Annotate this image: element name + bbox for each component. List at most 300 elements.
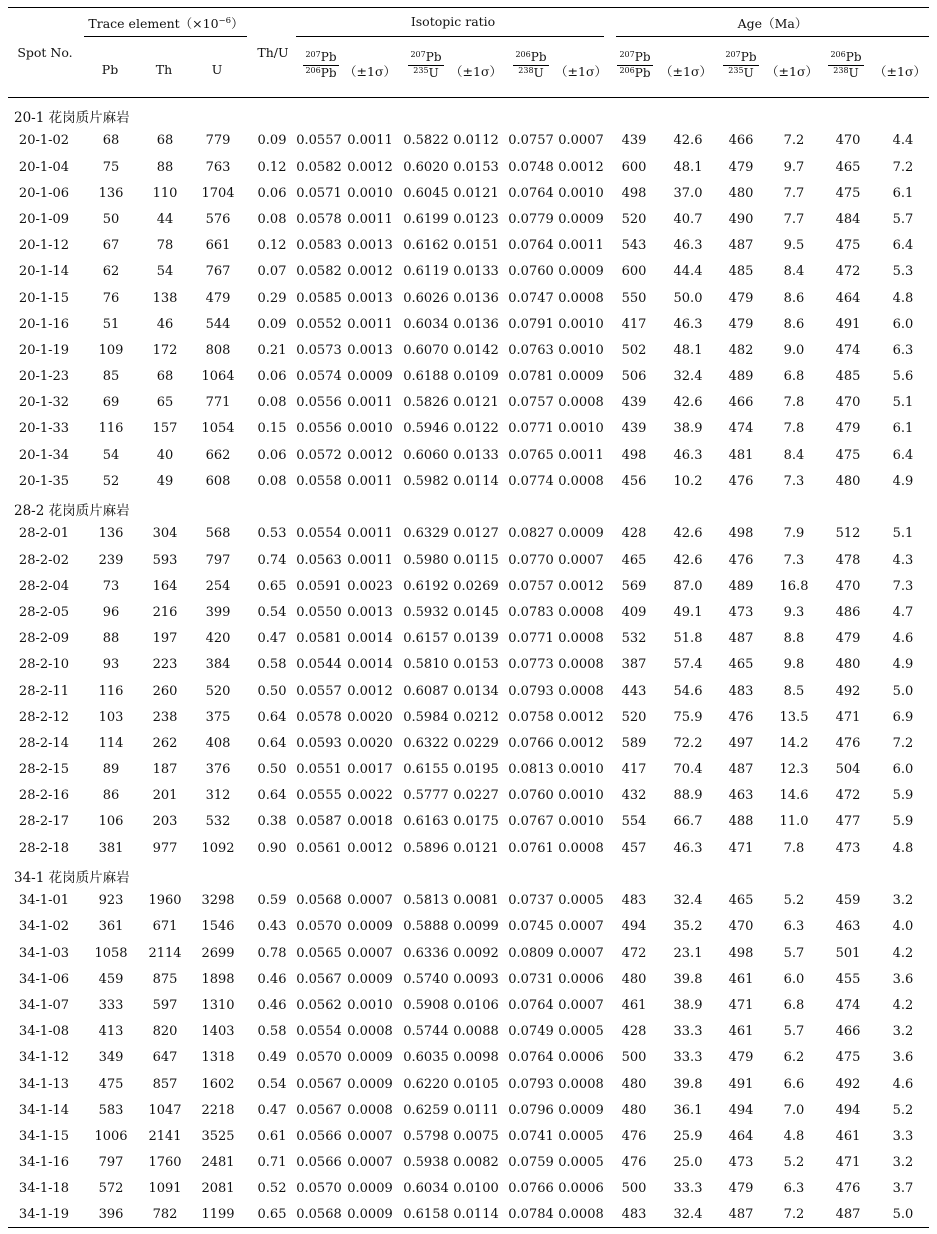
cell-pb: 349: [98, 1050, 124, 1066]
cell-age-206pb-238u: 478: [835, 552, 861, 568]
cell-ratio-err-3: 0.0006: [558, 971, 604, 987]
table-row: [8, 967, 929, 993]
cell-age-err-1: 10.2: [673, 473, 703, 489]
cell-ratio-207pb-206pb: 0.0591: [296, 578, 342, 594]
cell-ratio-206pb-238u: 0.0737: [508, 893, 554, 909]
cell-th-u: 0.43: [257, 919, 287, 935]
cell-age-err-2: 5.7: [783, 945, 805, 961]
cell-ratio-207pb-235u: 0.5932: [403, 604, 449, 620]
bottom-rule: [8, 1227, 929, 1228]
cell-age-207pb-235u: 463: [728, 788, 754, 804]
table-row: [8, 1150, 929, 1176]
cell-ratio-207pb-235u: 0.6045: [403, 185, 449, 201]
cell-ratio-206pb-238u: 0.0757: [508, 395, 554, 411]
cell-u: 384: [205, 657, 231, 673]
header-age-206pb-238u: $\frac{^{206}Pb}{^{238}U}$: [830, 50, 862, 80]
cell-age-207pb-206pb: 428: [621, 526, 647, 542]
table-row: [8, 128, 929, 154]
cell-ratio-err-1: 0.0013: [347, 238, 393, 254]
cell-age-207pb-206pb: 502: [621, 342, 647, 358]
cell-ratio-207pb-206pb: 0.0581: [296, 631, 342, 647]
cell-spot-no: 20-1-02: [18, 133, 70, 149]
cell-age-207pb-235u: 474: [728, 421, 754, 437]
table-row: [8, 809, 929, 835]
cell-ratio-err-3: 0.0007: [558, 919, 604, 935]
cell-age-207pb-235u: 482: [728, 342, 754, 358]
cell-ratio-207pb-235u: 0.6157: [403, 631, 449, 647]
cell-ratio-err-3: 0.0011: [558, 447, 604, 463]
cell-ratio-err-2: 0.0075: [453, 1128, 499, 1144]
cell-spot-no: 28-2-10: [18, 657, 70, 673]
cell-age-207pb-235u: 487: [728, 1207, 754, 1223]
cell-ratio-206pb-238u: 0.0757: [508, 578, 554, 594]
cell-pb: 381: [98, 840, 124, 856]
cell-age-207pb-235u: 479: [728, 290, 754, 306]
cell-ratio-207pb-206pb: 0.0556: [296, 421, 342, 437]
cell-th-u: 0.53: [257, 526, 287, 542]
cell-pb: 89: [102, 762, 120, 778]
cell-pb: 333: [98, 997, 124, 1013]
cell-spot-no: 20-1-33: [18, 421, 70, 437]
cell-ratio-err-2: 0.0121: [453, 840, 499, 856]
cell-u: 1898: [201, 971, 235, 987]
cell-ratio-207pb-235u: 0.6220: [403, 1076, 449, 1092]
cell-spot-no: 28-2-17: [18, 814, 70, 830]
cell-th: 1960: [148, 893, 182, 909]
cell-th-u: 0.49: [257, 1050, 287, 1066]
cell-th: 1091: [148, 1181, 182, 1197]
cell-th: 68: [156, 369, 174, 385]
cell-th-u: 0.54: [257, 604, 287, 620]
cell-age-207pb-235u: 465: [728, 657, 754, 673]
cell-age-err-3: 5.1: [892, 395, 914, 411]
cell-th: 647: [152, 1050, 178, 1066]
cell-ratio-err-1: 0.0013: [347, 604, 393, 620]
cell-u: 771: [205, 395, 231, 411]
cell-ratio-206pb-238u: 0.0764: [508, 1050, 554, 1066]
cell-th: 671: [152, 919, 178, 935]
cell-age-206pb-238u: 464: [835, 290, 861, 306]
cell-age-err-3: 6.4: [892, 447, 914, 463]
cell-ratio-err-2: 0.0127: [453, 526, 499, 542]
cell-ratio-err-3: 0.0005: [558, 1128, 604, 1144]
cell-age-err-3: 7.3: [892, 578, 914, 594]
cell-age-207pb-206pb: 439: [621, 421, 647, 437]
cell-age-err-1: 36.1: [673, 1102, 703, 1118]
cell-ratio-207pb-235u: 0.6035: [403, 1050, 449, 1066]
cell-age-err-1: 49.1: [673, 604, 703, 620]
cell-ratio-207pb-235u: 0.6188: [403, 369, 449, 385]
cell-u: 1403: [201, 1024, 235, 1040]
cell-ratio-206pb-238u: 0.0759: [508, 1155, 554, 1171]
cell-ratio-206pb-238u: 0.0809: [508, 945, 554, 961]
cell-ratio-err-1: 0.0009: [347, 369, 393, 385]
header-error-3: （±1σ）: [555, 64, 607, 79]
cell-ratio-207pb-206pb: 0.0554: [296, 1024, 342, 1040]
cell-spot-no: 20-1-06: [18, 185, 70, 201]
cell-th: 88: [156, 159, 174, 175]
cell-ratio-err-2: 0.0142: [453, 342, 499, 358]
cell-age-206pb-238u: 504: [835, 762, 861, 778]
cell-age-207pb-206pb: 543: [621, 238, 647, 254]
cell-ratio-err-1: 0.0014: [347, 657, 393, 673]
cell-pb: 75: [102, 159, 120, 175]
cell-ratio-206pb-238u: 0.0773: [508, 657, 554, 673]
isotopic-group-rule: [296, 36, 604, 37]
cell-ratio-err-2: 0.0088: [453, 1024, 499, 1040]
header-error-1: （±1σ）: [344, 64, 396, 79]
cell-th: 782: [152, 1207, 178, 1223]
cell-ratio-err-2: 0.0153: [453, 159, 499, 175]
header-age-error-1: （±1σ）: [660, 64, 712, 79]
cell-age-err-3: 7.2: [892, 735, 914, 751]
cell-ratio-err-1: 0.0007: [347, 893, 393, 909]
cell-ratio-err-3: 0.0010: [558, 421, 604, 437]
cell-ratio-206pb-238u: 0.0784: [508, 1207, 554, 1223]
cell-age-207pb-206pb: 476: [621, 1128, 647, 1144]
cell-pb: 50: [102, 211, 120, 227]
cell-ratio-207pb-206pb: 0.0593: [296, 735, 342, 751]
cell-ratio-207pb-235u: 0.5744: [403, 1024, 449, 1040]
cell-pb: 361: [98, 919, 124, 935]
cell-ratio-207pb-206pb: 0.0567: [296, 1102, 342, 1118]
cell-ratio-206pb-238u: 0.0749: [508, 1024, 554, 1040]
cell-age-err-2: 9.5: [783, 238, 805, 254]
cell-age-err-1: 42.6: [673, 395, 703, 411]
cell-ratio-207pb-206pb: 0.0544: [296, 657, 342, 673]
cell-pb: 923: [98, 893, 124, 909]
cell-spot-no: 28-2-02: [18, 552, 70, 568]
cell-pb: 797: [98, 1155, 124, 1171]
cell-th: 49: [156, 473, 174, 489]
cell-age-err-3: 3.2: [892, 1155, 914, 1171]
cell-ratio-err-2: 0.0082: [453, 1155, 499, 1171]
header-isotopic-ratio: Isotopic ratio: [410, 14, 496, 29]
cell-ratio-207pb-235u: 0.5908: [403, 997, 449, 1013]
cell-age-err-2: 6.0: [783, 971, 805, 987]
cell-th-u: 0.50: [257, 683, 287, 699]
table-row: [8, 993, 929, 1019]
cell-pb: 93: [102, 657, 120, 673]
cell-age-err-3: 6.1: [892, 421, 914, 437]
cell-age-err-3: 3.7: [892, 1181, 914, 1197]
cell-pb: 51: [102, 316, 120, 332]
cell-th-u: 0.58: [257, 1024, 287, 1040]
cell-ratio-207pb-235u: 0.6199: [403, 211, 449, 227]
cell-spot-no: 28-2-14: [18, 735, 70, 751]
cell-ratio-err-2: 0.0109: [453, 369, 499, 385]
cell-u: 576: [205, 211, 231, 227]
cell-ratio-err-3: 0.0007: [558, 997, 604, 1013]
cell-age-err-3: 6.1: [892, 185, 914, 201]
cell-ratio-err-3: 0.0009: [558, 1102, 604, 1118]
cell-age-207pb-235u: 479: [728, 316, 754, 332]
cell-ratio-207pb-235u: 0.6020: [403, 159, 449, 175]
table-row: [8, 652, 929, 678]
cell-age-207pb-235u: 466: [728, 395, 754, 411]
cell-pb: 396: [98, 1207, 124, 1223]
cell-age-err-1: 66.7: [673, 814, 703, 830]
cell-th-u: 0.06: [257, 185, 287, 201]
cell-age-207pb-235u: 476: [728, 709, 754, 725]
cell-ratio-206pb-238u: 0.0741: [508, 1128, 554, 1144]
cell-ratio-206pb-238u: 0.0793: [508, 683, 554, 699]
table-row: [8, 1098, 929, 1124]
cell-ratio-err-2: 0.0100: [453, 1181, 499, 1197]
section-header: [8, 102, 929, 128]
cell-ratio-207pb-235u: 0.6329: [403, 526, 449, 542]
cell-age-err-1: 32.4: [673, 1207, 703, 1223]
cell-ratio-207pb-235u: 0.5946: [403, 421, 449, 437]
section-header: [8, 862, 929, 888]
cell-age-err-2: 12.3: [779, 762, 809, 778]
cell-age-err-2: 5.7: [783, 1024, 805, 1040]
cell-age-207pb-206pb: 480: [621, 971, 647, 987]
header-th-u: Th/U: [257, 45, 289, 60]
cell-age-207pb-235u: 479: [728, 1050, 754, 1066]
cell-ratio-err-3: 0.0005: [558, 1155, 604, 1171]
cell-ratio-err-3: 0.0010: [558, 185, 604, 201]
table-row: [8, 312, 929, 338]
cell-u: 1310: [201, 997, 235, 1013]
cell-age-err-2: 8.4: [783, 264, 805, 280]
cell-age-err-3: 5.0: [892, 683, 914, 699]
cell-u: 661: [205, 238, 231, 254]
cell-spot-no: 34-1-03: [18, 945, 70, 961]
cell-age-err-3: 4.9: [892, 473, 914, 489]
cell-age-207pb-206pb: 520: [621, 211, 647, 227]
cell-age-err-2: 16.8: [779, 578, 809, 594]
cell-age-err-3: 5.0: [892, 1207, 914, 1223]
table-row: [8, 914, 929, 940]
cell-ratio-206pb-238u: 0.0766: [508, 735, 554, 751]
cell-age-err-3: 4.6: [892, 1076, 914, 1092]
cell-ratio-err-3: 0.0005: [558, 1024, 604, 1040]
table-row: [8, 233, 929, 259]
cell-ratio-err-1: 0.0012: [347, 683, 393, 699]
cell-ratio-err-1: 0.0009: [347, 1181, 393, 1197]
cell-age-err-2: 4.8: [783, 1128, 805, 1144]
cell-age-206pb-238u: 471: [835, 709, 861, 725]
age-group-rule: [616, 36, 929, 37]
cell-age-207pb-206pb: 461: [621, 997, 647, 1013]
cell-age-207pb-235u: 476: [728, 552, 754, 568]
cell-age-206pb-238u: 486: [835, 604, 861, 620]
cell-age-err-3: 3.2: [892, 1024, 914, 1040]
cell-ratio-err-1: 0.0008: [347, 1024, 393, 1040]
cell-ratio-err-1: 0.0018: [347, 814, 393, 830]
cell-age-207pb-206pb: 428: [621, 1024, 647, 1040]
cell-ratio-206pb-238u: 0.0774: [508, 473, 554, 489]
cell-ratio-err-1: 0.0011: [347, 473, 393, 489]
cell-age-207pb-235u: 498: [728, 945, 754, 961]
cell-pb: 62: [102, 264, 120, 280]
cell-ratio-err-1: 0.0009: [347, 919, 393, 935]
cell-age-207pb-235u: 488: [728, 814, 754, 830]
cell-age-err-1: 57.4: [673, 657, 703, 673]
cell-ratio-err-1: 0.0012: [347, 447, 393, 463]
cell-ratio-207pb-235u: 0.6070: [403, 342, 449, 358]
cell-pb: 76: [102, 290, 120, 306]
cell-spot-no: 20-1-34: [18, 447, 70, 463]
cell-th-u: 0.09: [257, 133, 287, 149]
cell-u: 420: [205, 631, 231, 647]
cell-ratio-err-3: 0.0008: [558, 1207, 604, 1223]
cell-ratio-206pb-238u: 0.0758: [508, 709, 554, 725]
cell-ratio-207pb-206pb: 0.0585: [296, 290, 342, 306]
cell-th: 172: [152, 342, 178, 358]
table-row: [8, 338, 929, 364]
cell-age-207pb-206pb: 600: [621, 264, 647, 280]
cell-age-err-2: 6.2: [783, 1050, 805, 1066]
cell-ratio-207pb-235u: 0.5984: [403, 709, 449, 725]
cell-th-u: 0.38: [257, 814, 287, 830]
cell-ratio-err-2: 0.0106: [453, 997, 499, 1013]
cell-age-207pb-206pb: 472: [621, 945, 647, 961]
cell-ratio-err-3: 0.0009: [558, 526, 604, 542]
cell-age-207pb-206pb: 506: [621, 369, 647, 385]
cell-u: 479: [205, 290, 231, 306]
cell-age-err-3: 6.9: [892, 709, 914, 725]
cell-pb: 583: [98, 1102, 124, 1118]
cell-ratio-207pb-206pb: 0.0555: [296, 788, 342, 804]
cell-ratio-err-2: 0.0133: [453, 264, 499, 280]
cell-age-err-2: 13.5: [779, 709, 809, 725]
header-age-207pb-206pb: $\frac{^{207}Pb}{^{206}Pb}$: [619, 50, 651, 80]
cell-th-u: 0.64: [257, 709, 287, 725]
cell-ratio-err-1: 0.0017: [347, 762, 393, 778]
cell-th: 164: [152, 578, 178, 594]
cell-spot-no: 28-2-09: [18, 631, 70, 647]
header-ratio-207pb-235u: $\frac{^{207}Pb}{^{235}U}$: [410, 50, 442, 80]
cell-age-206pb-238u: 466: [835, 1024, 861, 1040]
cell-ratio-207pb-206pb: 0.0566: [296, 1155, 342, 1171]
cell-th-u: 0.08: [257, 395, 287, 411]
trace-group-rule: [84, 36, 247, 37]
cell-age-206pb-238u: 473: [835, 840, 861, 856]
cell-ratio-207pb-206pb: 0.0562: [296, 997, 342, 1013]
cell-age-207pb-235u: 473: [728, 1155, 754, 1171]
cell-ratio-207pb-235u: 0.6336: [403, 945, 449, 961]
table-row: [8, 783, 929, 809]
cell-age-err-3: 4.8: [892, 840, 914, 856]
cell-th-u: 0.59: [257, 893, 287, 909]
cell-ratio-err-1: 0.0011: [347, 133, 393, 149]
cell-th-u: 0.47: [257, 1102, 287, 1118]
cell-ratio-err-1: 0.0009: [347, 971, 393, 987]
cell-ratio-err-3: 0.0009: [558, 369, 604, 385]
cell-u: 2481: [201, 1155, 235, 1171]
cell-pb: 67: [102, 238, 120, 254]
cell-age-207pb-206pb: 483: [621, 893, 647, 909]
cell-age-err-3: 5.2: [892, 1102, 914, 1118]
cell-th-u: 0.65: [257, 1207, 287, 1223]
cell-age-207pb-206pb: 483: [621, 1207, 647, 1223]
cell-u: 797: [205, 552, 231, 568]
cell-ratio-err-2: 0.0269: [453, 578, 499, 594]
cell-ratio-err-3: 0.0007: [558, 552, 604, 568]
cell-age-err-3: 3.3: [892, 1128, 914, 1144]
cell-th: 2141: [148, 1128, 182, 1144]
cell-pb: 68: [102, 133, 120, 149]
top-rule: [8, 7, 929, 8]
cell-spot-no: 28-2-16: [18, 788, 70, 804]
cell-age-207pb-235u: 491: [728, 1076, 754, 1092]
cell-spot-no: 28-2-01: [18, 526, 70, 542]
table-row: [8, 521, 929, 547]
cell-age-207pb-235u: 461: [728, 1024, 754, 1040]
cell-age-err-2: 14.2: [779, 735, 809, 751]
cell-th: 138: [152, 290, 178, 306]
table-row: [8, 548, 929, 574]
cell-ratio-206pb-238u: 0.0760: [508, 788, 554, 804]
cell-ratio-err-2: 0.0122: [453, 421, 499, 437]
cell-spot-no: 20-1-23: [18, 369, 70, 385]
cell-ratio-207pb-235u: 0.6034: [403, 316, 449, 332]
cell-age-207pb-235u: 464: [728, 1128, 754, 1144]
cell-age-err-2: 7.7: [783, 211, 805, 227]
cell-pb: 86: [102, 788, 120, 804]
cell-spot-no: 34-1-19: [18, 1207, 70, 1223]
cell-age-207pb-206pb: 600: [621, 159, 647, 175]
cell-th-u: 0.09: [257, 316, 287, 332]
cell-age-err-1: 46.3: [673, 316, 703, 332]
cell-age-207pb-206pb: 498: [621, 447, 647, 463]
cell-spot-no: 34-1-08: [18, 1024, 70, 1040]
table-row: [8, 286, 929, 312]
cell-age-206pb-238u: 470: [835, 133, 861, 149]
section-title: 34-1 花岗质片麻岩: [14, 869, 130, 886]
cell-ratio-206pb-238u: 0.0767: [508, 814, 554, 830]
cell-age-207pb-206pb: 387: [621, 657, 647, 673]
cell-age-207pb-235u: 494: [728, 1102, 754, 1118]
cell-age-err-3: 6.0: [892, 762, 914, 778]
cell-ratio-207pb-235u: 0.5822: [403, 133, 449, 149]
cell-u: 1064: [201, 369, 235, 385]
header-error-2: （±1σ）: [450, 64, 502, 79]
cell-pb: 103: [98, 709, 124, 725]
cell-age-err-1: 23.1: [673, 945, 703, 961]
cell-spot-no: 34-1-15: [18, 1128, 70, 1144]
cell-u: 544: [205, 316, 231, 332]
cell-spot-no: 28-2-04: [18, 578, 70, 594]
cell-th: 203: [152, 814, 178, 830]
cell-ratio-err-1: 0.0008: [347, 1102, 393, 1118]
cell-ratio-207pb-206pb: 0.0563: [296, 552, 342, 568]
cell-age-207pb-206pb: 569: [621, 578, 647, 594]
cell-ratio-err-1: 0.0011: [347, 316, 393, 332]
cell-age-err-2: 7.7: [783, 185, 805, 201]
cell-ratio-207pb-235u: 0.6259: [403, 1102, 449, 1118]
cell-age-207pb-206pb: 456: [621, 473, 647, 489]
cell-age-err-1: 38.9: [673, 421, 703, 437]
cell-age-206pb-238u: 487: [835, 1207, 861, 1223]
cell-ratio-207pb-206pb: 0.0565: [296, 945, 342, 961]
cell-u: 568: [205, 526, 231, 542]
cell-age-206pb-238u: 480: [835, 473, 861, 489]
cell-age-err-1: 75.9: [673, 709, 703, 725]
cell-ratio-err-3: 0.0009: [558, 264, 604, 280]
cell-age-err-1: 50.0: [673, 290, 703, 306]
cell-th: 157: [152, 421, 178, 437]
cell-pb: 54: [102, 447, 120, 463]
cell-u: 763: [205, 159, 231, 175]
cell-spot-no: 28-2-11: [18, 683, 70, 699]
cell-th-u: 0.06: [257, 369, 287, 385]
cell-th: 977: [152, 840, 178, 856]
cell-ratio-err-2: 0.0098: [453, 1050, 499, 1066]
cell-th: 820: [152, 1024, 178, 1040]
